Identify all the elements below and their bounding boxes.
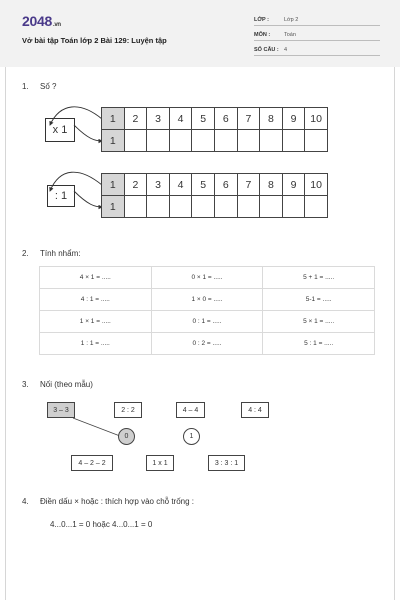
match-box-3-div-3-div-1[interactable]: 3 : 3 : 1 [208, 455, 245, 471]
meta-question-count: SỐ CÂU : 4 [254, 44, 380, 56]
table-row: 4 × 1 = ..... 0 × 1 = ..... 5 + 1 = ..... [40, 267, 375, 289]
divide-one-box: : 1 [47, 185, 75, 207]
operator-fill-expression: 4...0...1 = 0 hoặc 4...0...1 = 0 [50, 520, 153, 529]
match-box-4-minus-2-minus-2[interactable]: 4 – 2 – 2 [71, 455, 113, 471]
match-circle-1[interactable]: 1 [183, 428, 200, 445]
table-row: 1 × 1 = ..... 0 : 1 = ..... 5 × 1 = ..... [40, 311, 375, 333]
match-box-3-minus-3[interactable]: 3 – 3 [47, 402, 75, 418]
table-row: 1 [102, 196, 328, 218]
match-box-4-div-4[interactable]: 4 : 4 [241, 402, 269, 418]
table-row: 1 : 1 = ..... 0 : 2 = ..... 5 : 1 = ..... [40, 333, 375, 355]
match-box-2-div-2[interactable]: 2 : 2 [114, 402, 142, 418]
table-row: 1 [102, 130, 328, 152]
multiply-one-box: x 1 [45, 118, 75, 142]
table-row: 1 2 3 4 5 6 7 8 9 10 [102, 174, 328, 196]
site-logo[interactable]: 2048.vn [22, 13, 61, 29]
match-circle-0[interactable]: 0 [118, 428, 135, 445]
meta-subject: MÔN : Toán [254, 29, 380, 41]
match-box-4-minus-4[interactable]: 4 – 4 [176, 402, 205, 418]
table-row: 4 : 1 = ..... 1 × 0 = ..... 5-1 = ..... [40, 289, 375, 311]
document-title: Vở bài tập Toán lớp 2 Bài 129: Luyện tập [22, 36, 167, 45]
match-box-1-times-1[interactable]: 1 x 1 [146, 455, 174, 471]
table-row: 1 2 3 4 5 6 7 8 9 10 [102, 108, 328, 130]
meta-class: LỚP : Lớp 2 [254, 14, 380, 26]
